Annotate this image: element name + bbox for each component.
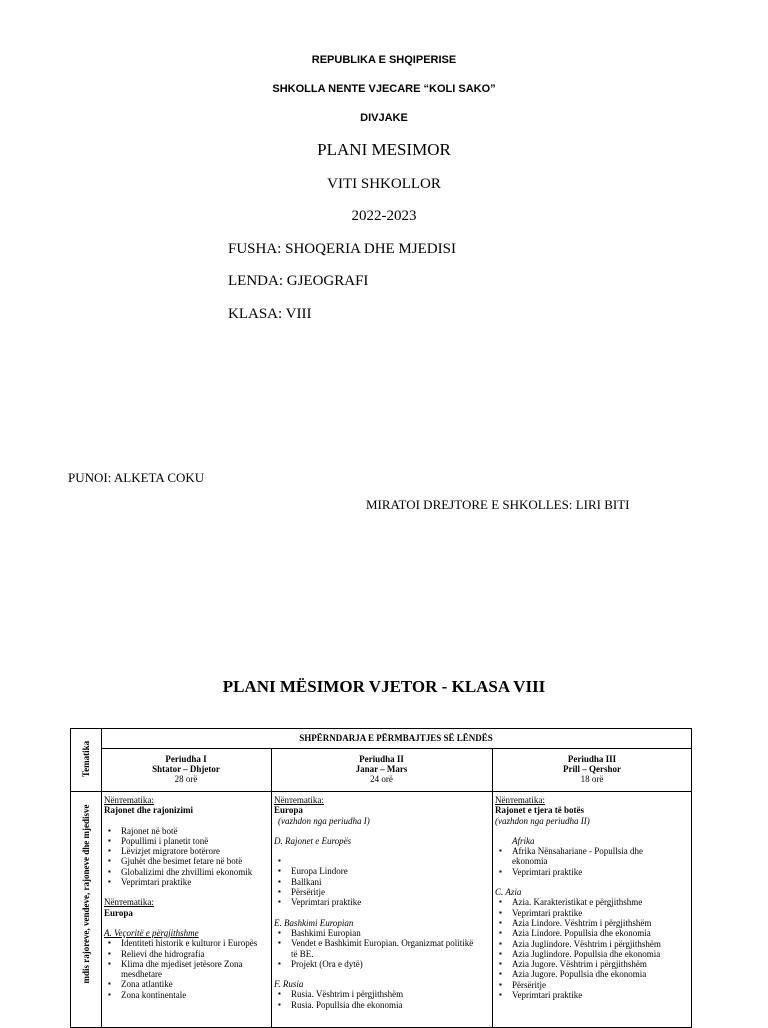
period-3-hours: 18 orë xyxy=(580,774,604,784)
subtheme-label: Nënтematika: xyxy=(495,795,545,805)
list-item: ▪ Klima dhe mjediset jetësore Zona mesdhetare xyxy=(104,959,269,980)
period-2-name: Periudha II xyxy=(359,754,404,764)
town-name: DIVJAKE xyxy=(360,112,408,124)
list-item: ▪ Azia Jugore. Vështrim i përgjithshëm xyxy=(495,959,690,969)
list-item: ▪ Rajonet në botë xyxy=(104,826,269,836)
list-item: ▪ Rusia. Popullsia dhe ekonomia xyxy=(274,1000,489,1010)
section-heading: D. Rajonet e Europës xyxy=(274,835,352,846)
subject-line: LENDA: GJEOGRAFI xyxy=(228,273,369,289)
subtheme-title: Rajonet dhe rajonizimi xyxy=(104,805,193,816)
list-item: ▪ Azia Juglindore. Popullsia dhe ekonomia xyxy=(495,949,690,959)
author-signature: PUNOI: ALKETA COKU xyxy=(68,470,205,485)
period-2-hours: 24 orë xyxy=(370,774,393,784)
list-item: ▪ Popullimi i planetit tonë xyxy=(104,836,269,846)
list-item: ▪ Azia Lindore. Popullsia dhe ekonomia xyxy=(495,928,690,938)
list-item: ▪ Rusia. Vështrim i përgjithshëm xyxy=(274,989,489,999)
period-1-months: Shtator – Dhjetor xyxy=(152,764,220,774)
curriculum-table xyxy=(70,728,692,1028)
list-item: ▪ Ballkani xyxy=(274,877,489,887)
list-item: ▪ Azia Jugore. Popullsia dhe ekonomia xyxy=(495,969,690,979)
list-item: ▪ Përsëritje xyxy=(495,980,690,990)
subtheme-title: Europa xyxy=(104,907,133,918)
list-item xyxy=(274,856,489,866)
section-heading: A. Veçoritë e përgjithshme xyxy=(104,927,199,938)
period-3-name: Periudha III xyxy=(567,754,617,764)
list-item: ▪ Përsëritje xyxy=(274,887,489,897)
approval-signature: MIRATOI DREJTORE E SHKOLLES: LIRI BITI xyxy=(366,497,630,512)
list-item: ▪ Azia Juglindore. Vështrim i përgjithshëm xyxy=(495,939,690,949)
list-item: ▪ Europa Lindore xyxy=(274,866,489,876)
school-name: SHKOLLA NENTE VJECARE “KOLI SAKO” xyxy=(272,83,496,95)
list-item: ▪ Projekt (Ora e dytë) xyxy=(274,959,489,969)
period-3-header xyxy=(492,754,692,784)
list-item: ▪ Zona atlantike xyxy=(104,979,269,989)
period-3-months: Prill – Qershor xyxy=(563,764,621,774)
period-1-content xyxy=(104,795,269,1000)
list-item: ▪ Gjuhët dhe besimet fetare në botë xyxy=(104,856,269,866)
field-line: FUSHA: SHOQERIA DHE MJEDISI xyxy=(228,241,456,257)
distribution-header: SHPËRNDARJA E PËRMBAJTJES SË LËNDËS xyxy=(299,733,493,743)
period-3-content xyxy=(495,795,690,1000)
tematika-label: Tematika xyxy=(81,740,91,778)
section-heading: F. Rusia xyxy=(274,979,304,990)
period-1-header xyxy=(101,754,271,784)
list-item: ▪ Lëvizjet migratore botërore xyxy=(104,846,269,856)
period-2-months: Janar – Mars xyxy=(355,764,408,774)
section-heading: E. Bashkimi Europian xyxy=(274,917,354,928)
list-item: ▪ Veprimtari praktike xyxy=(274,897,489,907)
list-item: ▪ Veprimtari praktike xyxy=(495,990,690,1000)
continuation-note: (vazhdon nga periudha II) xyxy=(495,815,590,826)
period-2-header xyxy=(271,754,492,784)
section-heading: Afrika xyxy=(512,835,535,846)
school-year-label: VITI SHKOLLOR xyxy=(327,176,441,192)
subtheme-title: Rajonet e tjera të botës xyxy=(495,805,584,816)
period-1-hours: 28 orë xyxy=(174,774,198,784)
list-item: ▪ Globalizimi dhe zhvillimi ekonomik xyxy=(104,867,269,877)
list-item: ▪ Relievi dhe hidrografia xyxy=(104,949,269,959)
list-item: ▪ Zona kontinentale xyxy=(104,990,269,1000)
period-1-name: Periudha I xyxy=(165,754,207,764)
table-divider xyxy=(101,748,691,749)
table-divider xyxy=(71,791,691,792)
list-item: ▪ Veprimtari praktike xyxy=(495,867,690,877)
school-year: 2022-2023 xyxy=(351,208,417,224)
list-item: ▪ Bashkimi Europian xyxy=(274,928,489,938)
list-item: ▪ Vendet e Bashkimit Europian. Organizmat politikë të BE. xyxy=(274,938,481,959)
list-item: ▪ Identiteti historik e kulturor i Europës xyxy=(104,938,269,948)
subtheme-label: Nënтematika: xyxy=(274,795,324,805)
list-item: ▪ Azia Lindore. Vështrim i përgjithshëm xyxy=(495,918,690,928)
table-divider xyxy=(271,748,272,1027)
list-item: ▪ Azia. Karakteristikat e përgjithshme xyxy=(495,897,690,907)
subtheme-label: Nënтematika: xyxy=(104,795,154,805)
grade-line: KLASA: VIII xyxy=(228,306,312,322)
country-name: REPUBLIKA E SHQIPERISE xyxy=(311,54,457,66)
list-item: ▪ Veprimtari praktike xyxy=(495,908,690,918)
section-heading: C. Azia xyxy=(495,887,522,898)
plan-heading: PLANI MESIMOR xyxy=(317,140,451,159)
document-title: PLANI MËSIMOR VJETOR - KLASA VIII xyxy=(222,677,546,696)
row-theme-label: mdis rajoreve, vendeve, rajoneve dhe mjedisve xyxy=(81,804,91,984)
subtheme-title: Europa xyxy=(274,805,303,816)
list-item: ▪ Veprimtari praktike xyxy=(104,877,269,887)
subtheme-label: Nënтematika: xyxy=(104,897,154,908)
period-2-content xyxy=(274,795,489,1010)
list-item: ▪ Afrika Nënsahariane - Popullsia dhe ekonomia xyxy=(495,846,677,867)
table-divider xyxy=(492,748,493,1027)
continuation-note: (vazhdon nga periudha I) xyxy=(278,815,370,826)
